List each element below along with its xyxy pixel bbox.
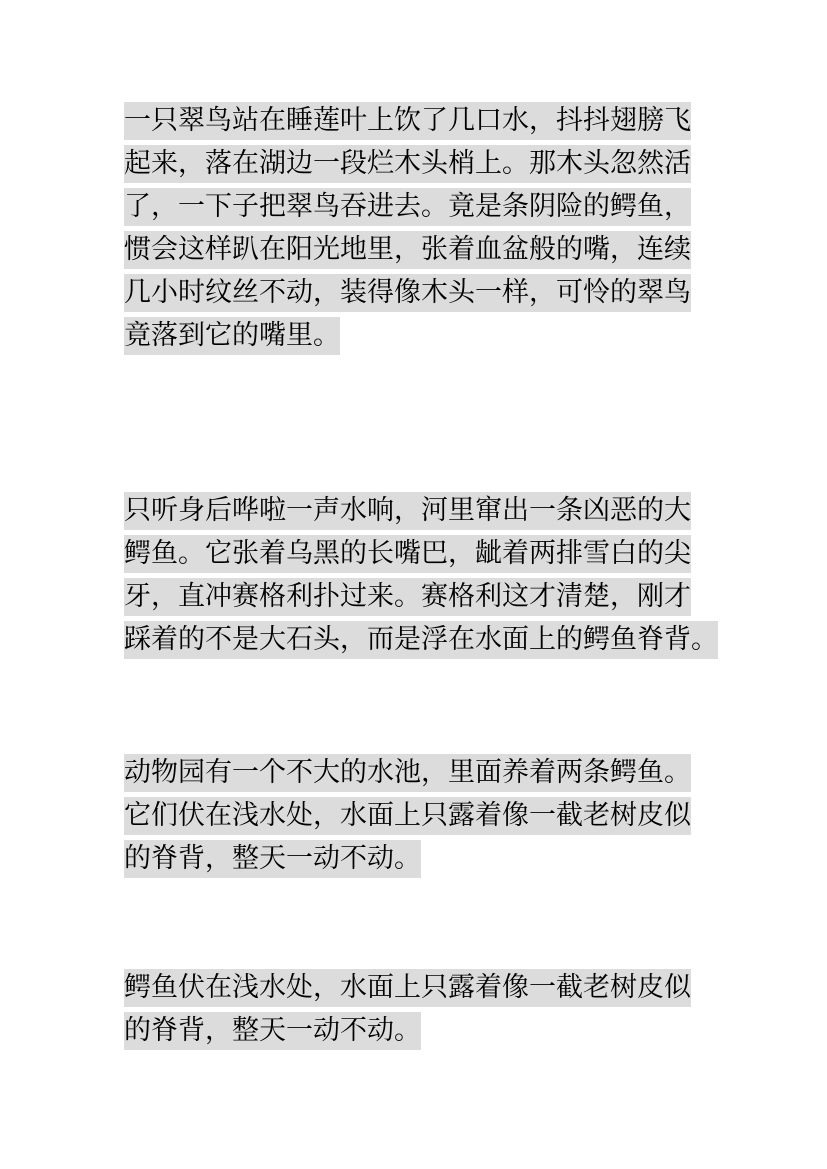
highlighted-text: 鳄鱼。它张着乌黑的长嘴巴，龇着两排雪白的尖 — [124, 535, 691, 573]
highlighted-text: 鳄鱼伏在浅水处，水面上只露着像一截老树皮似 — [124, 969, 691, 1007]
text-line — [124, 1012, 724, 1055]
highlighted-text: 动物园有一个不大的水池，里面养着两条鳄鱼。 — [124, 754, 691, 792]
highlighted-text: 牙，直冲赛格利扑过来。赛格利这才清楚，刚才 — [124, 578, 691, 616]
text-line — [124, 535, 724, 578]
paragraph-crocodile-shallows — [124, 969, 724, 1055]
text-line — [124, 492, 724, 535]
highlighted-text: 它们伏在浅水处，水面上只露着像一截老树皮似 — [124, 797, 691, 835]
text-line — [124, 102, 724, 145]
highlighted-text: 只听身后哗啦一声水响，河里窜出一条凶恶的大 — [124, 492, 691, 530]
text-line — [124, 621, 724, 664]
text-line — [124, 578, 724, 621]
text-line — [124, 969, 724, 1012]
highlighted-text: 踩着的不是大石头，而是浮在水面上的鳄鱼脊背。 — [124, 621, 718, 659]
text-line — [124, 145, 724, 188]
highlighted-text: 起来，落在湖边一段烂木头梢上。那木头忽然活 — [124, 145, 691, 183]
text-line — [124, 840, 724, 883]
text-line — [124, 797, 724, 840]
highlighted-text: 的脊背，整天一动不动。 — [124, 840, 421, 878]
paragraph-kingfisher — [124, 102, 724, 360]
highlighted-text: 竟落到它的嘴里。 — [124, 317, 340, 355]
highlighted-text: 了，一下子把翠鸟吞进去。竟是条阴险的鳄鱼， — [124, 188, 691, 226]
paragraph-river-crocodile — [124, 492, 724, 664]
text-line — [124, 274, 724, 317]
highlighted-text: 几小时纹丝不动，装得像木头一样，可怜的翠鸟 — [124, 274, 691, 312]
text-line — [124, 231, 724, 274]
text-line — [124, 188, 724, 231]
highlighted-text: 惯会这样趴在阳光地里，张着血盆般的嘴，连续 — [124, 231, 691, 269]
highlighted-text: 的脊背，整天一动不动。 — [124, 1012, 421, 1050]
highlighted-text: 一只翠鸟站在睡莲叶上饮了几口水，抖抖翅膀飞 — [124, 102, 691, 140]
paragraph-zoo-pool — [124, 754, 724, 883]
text-line — [124, 754, 724, 797]
text-line — [124, 317, 724, 360]
